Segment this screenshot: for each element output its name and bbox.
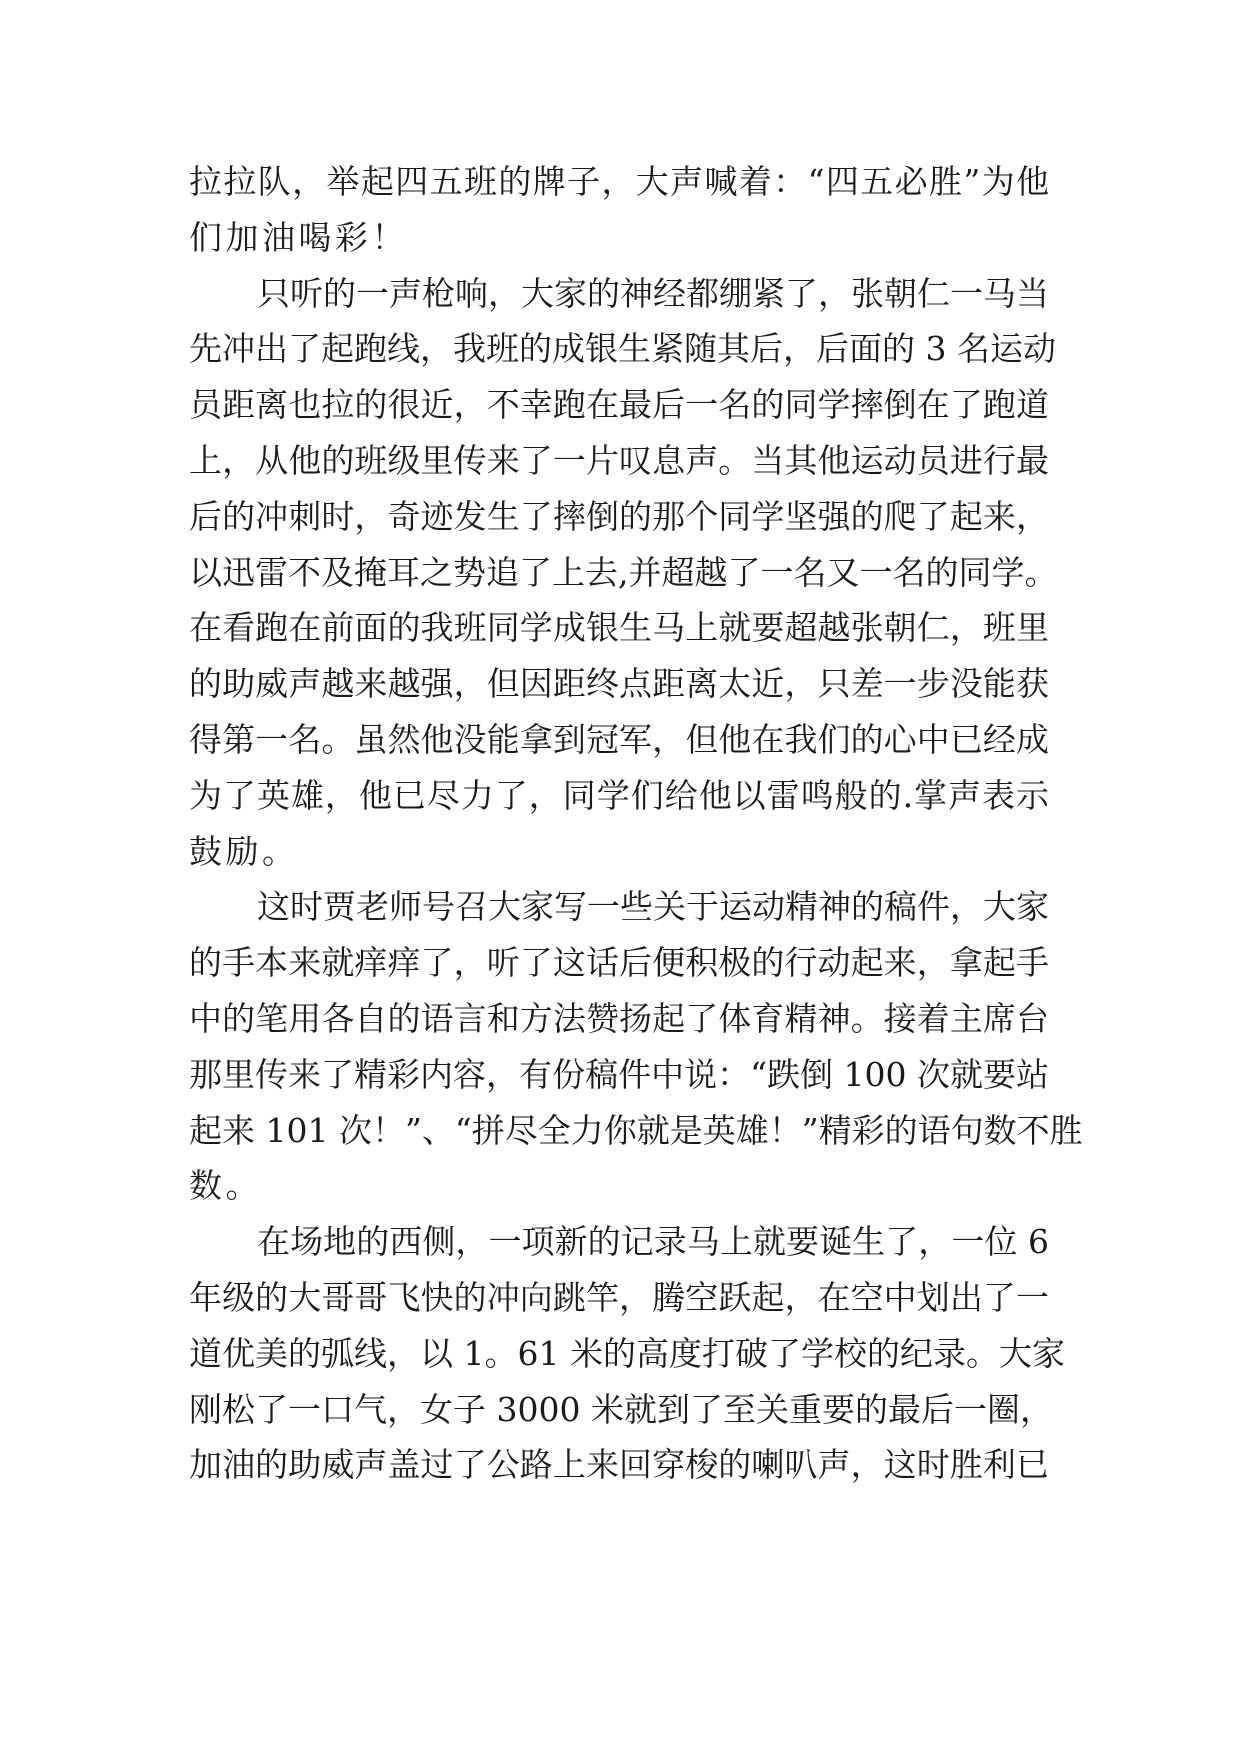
text-line: 在场地的西侧，一项新的记录马上就要诞生了，一位 6 (257, 1222, 1049, 1262)
text-line: 刚松了一口气，女子 3000 米就到了至关重要的最后一圈， (189, 1389, 1053, 1429)
text-line: 的助威声越来越强，但因距终点距离太近，只差一步没能获 (189, 664, 1049, 704)
text-line: 们加油喝彩！ (189, 217, 408, 257)
text-line: 只听的一声枪响，大家的神经都绷紧了，张朝仁一马当 (257, 273, 1049, 313)
paragraph (189, 266, 1058, 880)
paragraph (189, 154, 1049, 266)
text-line: 年级的大哥哥飞快的冲向跳竿，腾空跃起，在空中划出了一 (189, 1277, 1049, 1317)
text-line: 数。 (189, 1166, 262, 1206)
text-line: 鼓励。 (189, 831, 299, 871)
text-line: 为了英雄，他已尽力了，同学们给他以雷鸣般的.掌声表示 (189, 775, 1049, 815)
text-line: 起来 101 次！”、“拼尽全力你就是英雄！”精彩的语句数不胜 (189, 1110, 1083, 1150)
text-line: 中的笔用各自的语言和方法赞扬起了体育精神。接着主席台 (189, 998, 1049, 1038)
text-line: 道优美的弧线，以 1。61 米的高度打破了学校的纪录。大家 (189, 1333, 1065, 1373)
text-line: 以迅雷不及掩耳之势追了上去,并超越了一名又一名的同学。 (189, 552, 1058, 592)
text-line: 上，从他的班级里传来了一片叹息声。当其他运动员进行最 (189, 440, 1049, 480)
text-line: 后的冲刺时，奇迹发生了摔倒的那个同学坚强的爬了起来， (189, 496, 1049, 536)
document-body (189, 154, 1083, 1493)
text-line: 拉拉队，举起四五班的牌子，大声喊着：“四五必胜”为他 (189, 162, 1049, 201)
text-line: 那里传来了精彩内容，有份稿件中说：“跌倒 100 次就要站 (189, 1054, 1049, 1094)
text-line: 这时贾老师号召大家写一些关于运动精神的稿件，大家 (257, 887, 1049, 927)
text-line: 加油的助威声盖过了公路上来回穿梭的喇叭声，这时胜利已 (189, 1445, 1049, 1485)
text-line: 先冲出了起跑线，我班的成银生紧随其后，后面的 3 名运动 (189, 329, 1056, 369)
text-line: 得第一名。虽然他没能拿到冠军，但他在我们的心中已经成 (189, 719, 1049, 759)
text-line: 员距离也拉的很近，不幸跑在最后一名的同学摔倒在了跑道 (189, 385, 1049, 425)
text-line: 在看跑在前面的我班同学成银生马上就要超越张朝仁，班里 (189, 608, 1049, 648)
text-line: 的手本来就痒痒了，听了这话后便积极的行动起来，拿起手 (189, 943, 1049, 983)
paragraph (189, 879, 1083, 1214)
paragraph (189, 1214, 1065, 1493)
